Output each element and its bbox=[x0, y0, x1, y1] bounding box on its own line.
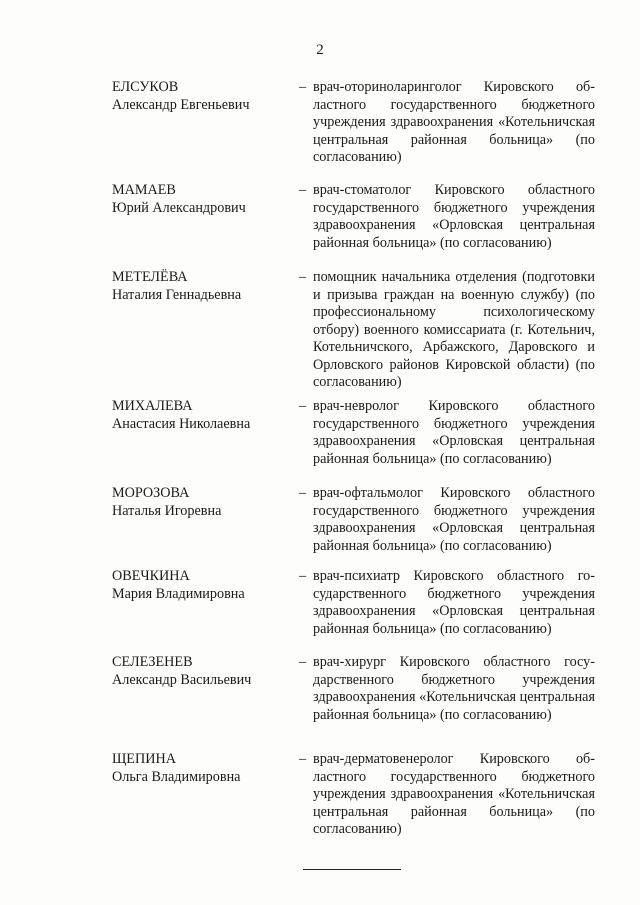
person-name bbox=[112, 751, 297, 786]
surname: МИХАЛЕВА bbox=[112, 398, 193, 414]
surname: ОВЕЧКИНА bbox=[112, 568, 190, 584]
given-names: Ольга Владимировна bbox=[112, 768, 241, 785]
given-names: Наталия Геннадьевна bbox=[112, 286, 242, 303]
position-description: врач-стоматолог Кировского областного государственного бюджетного учреждения здравоохранения «Орловская центральная районная больница» (по согласованию) bbox=[313, 182, 595, 251]
surname: МОРОЗОВА bbox=[112, 485, 190, 501]
dash: – bbox=[299, 398, 307, 414]
given-names: Александр Васильевич bbox=[112, 671, 252, 688]
surname: ЩЕПИНА bbox=[112, 751, 176, 767]
dash: – bbox=[299, 568, 307, 584]
given-names: Наталья Игоревна bbox=[112, 502, 222, 519]
position-description: врач-дерматовенеролог Кировского областного государственного бюджетного учреждения здравоохранения «Котельничская центральная районная больница» (по согласованию) bbox=[313, 751, 595, 837]
given-names: Мария Владимировна bbox=[112, 585, 245, 602]
given-names: Анастасия Николаевна bbox=[112, 415, 251, 432]
dash: – bbox=[299, 269, 307, 285]
person-name bbox=[112, 398, 297, 433]
position-description: врач-хирург Кировского областного государственного бюджетного учреждения здравоохранения «Котельничская центральная районная больница» (по согласованию) bbox=[313, 654, 595, 723]
page-number: 2 bbox=[316, 42, 324, 58]
given-names: Юрий Александрович bbox=[112, 199, 246, 216]
given-names: Александр Евгеньевич bbox=[112, 96, 250, 113]
dash: – bbox=[299, 654, 307, 670]
position-description: врач-офтальмолог Кировского областного государственного бюджетного учреждения здравоохранения «Орловская центральная районная больница» (по согласованию) bbox=[313, 485, 595, 554]
dash: – bbox=[299, 182, 307, 198]
surname: МЕТЕЛЁВА bbox=[112, 269, 188, 285]
person-name bbox=[112, 568, 297, 603]
surname: СЕЛЕЗЕНЕВ bbox=[112, 654, 193, 670]
dash: – bbox=[299, 485, 307, 501]
person-name bbox=[112, 654, 297, 689]
person-name bbox=[112, 182, 297, 217]
person-name bbox=[112, 269, 297, 304]
footer-rule bbox=[303, 869, 401, 870]
position-description: врач-оториноларинголог Кировского областного государственного бюджетного учреждения здравоохранения «Котельничская центральная районная больница» (по согласованию) bbox=[313, 79, 595, 165]
surname: ЕЛСУКОВ bbox=[112, 79, 179, 95]
position-description: врач-невролог Кировского областного государственного бюджетного учреждения здравоохранения «Орловская центральная районная больница» (по согласованию) bbox=[313, 398, 595, 467]
dash: – bbox=[299, 751, 307, 767]
surname: МАМАЕВ bbox=[112, 182, 176, 198]
position-description: врач-психиатр Кировского областного государственного бюджетного учреждения здравоохранения «Орловская центральная районная больница» (по согласованию) bbox=[313, 568, 595, 637]
dash: – bbox=[299, 79, 307, 95]
position-description: помощник начальника отделения (подготовки и призыва граждан на военную службу) (по профессиональному психологическому отбору) военного комиссариата (г. Котельнич, Котельничского, Арбажского, Даровского и Орловского районов Кировской области) (по согласованию) bbox=[313, 269, 595, 390]
person-name bbox=[112, 79, 297, 114]
person-name bbox=[112, 485, 297, 520]
